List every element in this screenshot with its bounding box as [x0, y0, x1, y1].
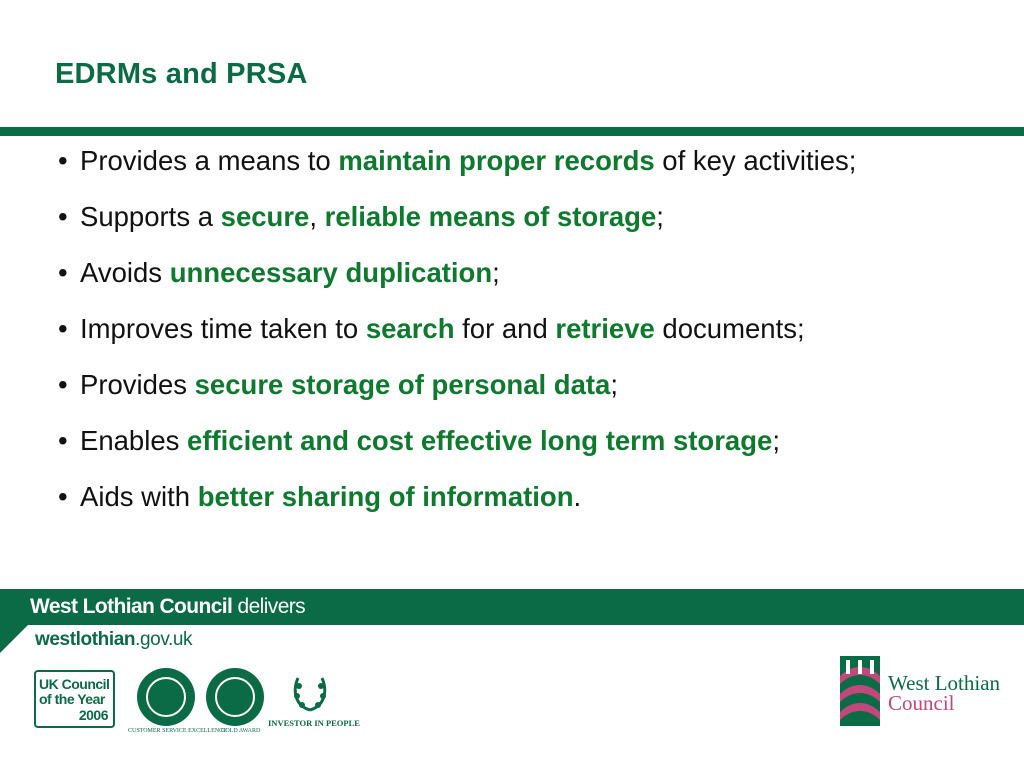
council-of-year-badge	[34, 670, 115, 728]
bullet-text: of key activities;	[654, 145, 857, 176]
bullet-highlight: retrieve	[555, 313, 655, 344]
bullet-text: ;	[656, 201, 664, 232]
bullet-text: Provides a means to	[80, 145, 339, 176]
council-name-line2: Council	[888, 691, 955, 715]
website-bold: westlothian	[35, 629, 136, 650]
council-name	[888, 673, 1000, 713]
gold-award-seal-icon	[206, 668, 264, 726]
seal-caption: GOLD AWARD	[221, 728, 261, 734]
badge-line: 2006	[78, 707, 108, 723]
bullet-item	[58, 141, 988, 181]
bullet-highlight: better sharing of information	[197, 481, 574, 512]
bullet-dot: •	[58, 369, 68, 400]
website-link[interactable]	[35, 629, 192, 651]
bullet-item	[58, 197, 988, 237]
footer-tagline	[30, 595, 305, 619]
bullet-text: Aids with	[80, 481, 198, 512]
tagline-rest: delivers	[232, 595, 306, 618]
bullet-highlight: maintain proper records	[338, 145, 655, 176]
investor-in-people-laurel-icon	[286, 666, 334, 714]
bullet-highlight: secure	[220, 201, 310, 232]
bullet-text: Enables	[80, 425, 188, 456]
bullet-dot: •	[58, 425, 68, 456]
bullet-text: Avoids	[80, 257, 170, 288]
title-divider	[0, 127, 1024, 136]
investor-in-people-label: INVESTOR IN PEOPLE	[268, 718, 360, 728]
bullet-item	[58, 309, 988, 349]
bullet-text: Supports a	[80, 201, 221, 232]
seal-ring	[215, 677, 255, 717]
bullet-item	[58, 477, 988, 517]
bullet-highlight: search	[365, 313, 455, 344]
website-rest: .gov.uk	[135, 629, 193, 650]
bullet-highlight: efficient and cost effective long term storage	[187, 425, 773, 456]
bullet-text: for and	[454, 313, 556, 344]
seal-ring	[146, 677, 186, 717]
bullet-text: ;	[610, 369, 618, 400]
badge-line: UK Council	[39, 676, 110, 692]
seal-caption: CUSTOMER SERVICE EXCELLENCE	[128, 728, 227, 734]
bullet-item	[58, 253, 988, 293]
bullet-item	[58, 365, 988, 405]
charter-mark-seal-icon	[137, 668, 195, 726]
bullet-dot: •	[58, 481, 68, 512]
bullet-text: Provides	[80, 369, 195, 400]
bullet-text: documents;	[654, 313, 805, 344]
bullet-text: ,	[309, 201, 325, 232]
bullet-text: ;	[492, 257, 500, 288]
council-name-line1: West Lothian	[888, 671, 1001, 695]
bullet-text: Improves time taken to	[80, 313, 366, 344]
bullet-dot: •	[58, 201, 68, 232]
bullet-highlight: unnecessary duplication	[169, 257, 493, 288]
bullet-text: .	[573, 481, 582, 512]
bullet-list	[58, 141, 988, 533]
badge-line: of the Year	[39, 691, 105, 707]
bullet-highlight: secure storage of personal data	[194, 369, 611, 400]
tagline-bold: West Lothian Council	[30, 595, 233, 618]
bullet-dot: •	[58, 313, 68, 344]
bullet-dot: •	[58, 145, 68, 176]
bullet-text: ;	[772, 425, 780, 456]
footer-wedge	[0, 625, 28, 653]
bullet-dot: •	[58, 257, 68, 288]
bullet-highlight: reliable means of storage	[324, 201, 657, 232]
bullet-item	[58, 421, 988, 461]
slide-title: EDRMs and PRSA	[55, 58, 308, 90]
